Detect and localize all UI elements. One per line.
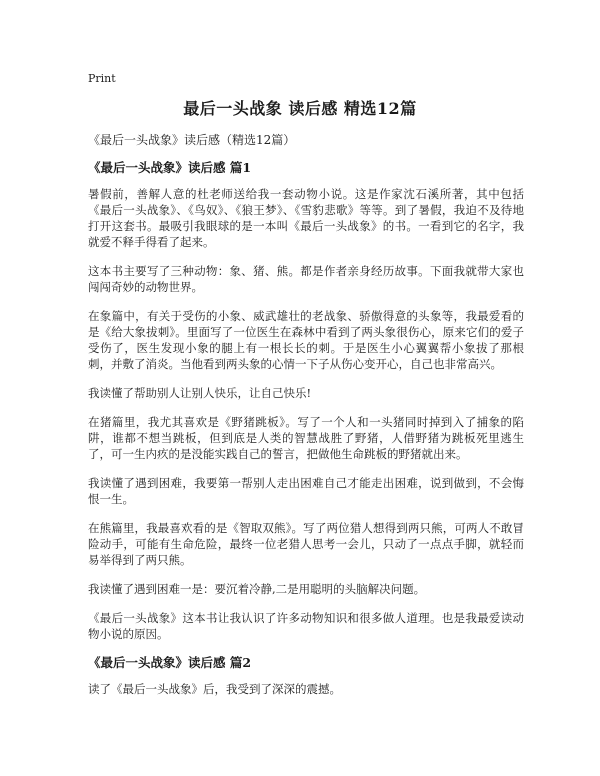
paragraph: 我读懂了遇到困难一是：要沉着冷静,二是用聪明的头脑解决问题。 (88, 582, 426, 596)
paragraph: 这本书主要写了三种动物：象、猪、熊。都是作者亲身经历故事。下面我就带大家也闯闯奇妙的动物世界。 (88, 264, 524, 294)
paragraph: 读了《最后一头战象》后，我受到了深深的震撼。 (88, 682, 341, 696)
paragraph: 我读懂了帮助别人让别人快乐，让自己快乐! (88, 386, 312, 400)
section-heading: 《最后一头战象》读后感 篇2 (88, 655, 252, 670)
paragraph: 《最后一头战象》这本书让我认识了许多动物知识和很多做人道理。也是我最爱读动物小说的原因。 (88, 611, 524, 641)
paragraph: 在象篇中，有关于受伤的小象、威武雄壮的老战象、骄傲得意的头象等，我最爱看的是《给大象拔刺》。里面写了一位医生在森林中看到了两头象很伤心，原来它们的爱子受伤了，医生发现小象的腿上有一根长长的刺。于是医生小心翼翼帮小象拔了那根刺，并敷了消炎。当他看到两头象的心情一下子从伤心变开心，自己也非常高兴。 (88, 309, 524, 371)
paragraph: 我读懂了遇到困难，我要第一帮别人走出困难自己才能走出困难，说到做到，不会悔恨一生。 (88, 476, 524, 506)
section-heading: 《最后一头战象》读后感 篇1 (88, 160, 252, 175)
section-2 (88, 655, 524, 697)
page-title: 最后一头战象 读后感 精选12篇 (183, 99, 417, 118)
print-link[interactable]: Print (88, 72, 116, 85)
paragraph: 暑假前，善解人意的杜老师送给我一套动物小说。这是作家沈石溪所著，其中包括《最后一头战象》、《鸟奴》、《狼王梦》、《雪豹悲歌》等等。到了暑假，我迫不及待地打开这套书。最吸引我眼球的是一本叫《最后一头战象》的书。一看到它的名字，我就爱不释手得看了起来。 (88, 187, 524, 249)
article-body (88, 132, 524, 710)
article-subtitle: 《最后一头战象》读后感（精选12篇） (88, 133, 296, 147)
paragraph: 在猪篇里，我尤其喜欢是《野猪跳板》。写了一个人和一头猪同时掉到入了捕象的陷阱，谁都不想当跳板，但到底是人类的智慧战胜了野猪，人借野猪为跳板死里逃生了，可一生内疚的是没能实践自己的誓言，把做他生命跳板的野猪就出来。 (88, 415, 524, 461)
section-1 (88, 160, 524, 642)
paragraph: 在熊篇里，我最喜欢看的是《智取双熊》。写了两位猎人想得到两只熊，可两人不敢冒险动手，可能有生命危险，最终一位老猎人思考一会儿，只动了一点点手脚，就轻而易举得到了两只熊。 (88, 521, 524, 567)
